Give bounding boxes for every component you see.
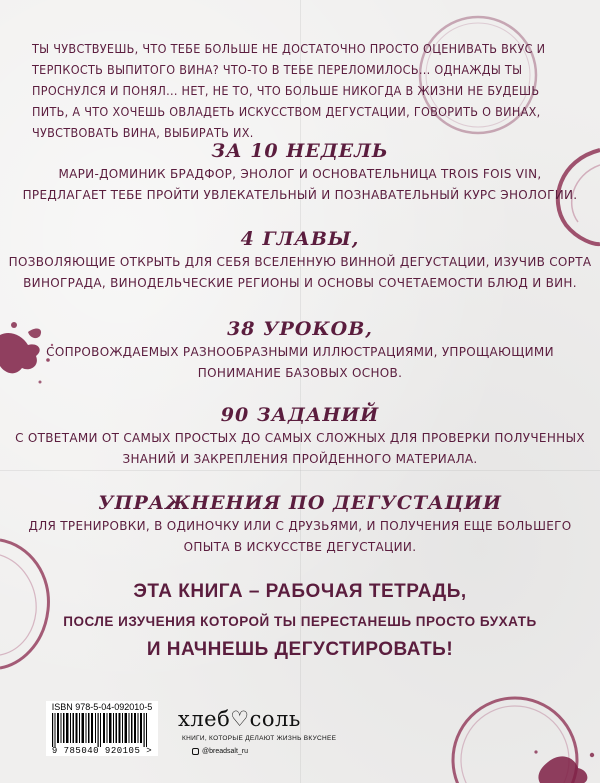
section-heading: 90 ЗАДАНИЙ [220, 404, 380, 426]
section-exercises [0, 492, 600, 558]
section-text: ПОЗВОЛЯЮЩИЕ ОТКРЫТЬ ДЛЯ СЕБЯ ВСЕЛЕННУЮ ВИННОЙ ДЕГУСТАЦИИ, ИЗУЧИВ СОРТА [8, 255, 592, 269]
section-text: ЗНАНИЙ И ЗАКРЕПЛЕНИЯ ПРОЙДЕННОГО МАТЕРИАЛА. [122, 452, 478, 466]
isbn-label: ISBN 978-5-04-092010-5 [51, 702, 153, 712]
closing-line-3: И НАЧНЕШЬ ДЕГУСТИРОВАТЬ! [146, 639, 454, 660]
publisher-instagram: @breadsalt_ru [202, 748, 249, 755]
wine-splash-stain [538, 756, 587, 783]
section-heading: УПРАЖНЕНИЯ ПО ДЕГУСТАЦИИ [98, 492, 502, 514]
wine-drop-stain [590, 753, 594, 757]
section-text: С ОТВЕТАМИ ОТ САМЫХ ПРОСТЫХ ДО САМЫХ СЛОЖНЫХ ДЛЯ ПРОВЕРКИ ПОЛУЧЕННЫХ [15, 431, 585, 445]
section-tasks [0, 404, 600, 470]
wine-drop-stain [534, 750, 537, 753]
publisher-logo: хлеб♡соль [178, 707, 301, 731]
barcode-icon [50, 713, 154, 747]
section-heading: ЗА 10 НЕДЕЛЬ [211, 140, 389, 162]
section-heading: 38 УРОКОВ, [227, 318, 373, 340]
closing-line-2: ПОСЛЕ ИЗУЧЕНИЯ КОТОРОЙ ТЫ ПЕРЕСТАНЕШЬ ПРОСТО БУХАТЬ [63, 614, 537, 629]
section-text: ПОНИМАНИЕ БАЗОВЫХ ОСНОВ. [197, 366, 403, 380]
section-text: СОПРОВОЖДАЕМЫХ РАЗНООБРАЗНЫМИ ИЛЛЮСТРАЦИЯМИ, УПРОЩАЮЩИМИ [46, 345, 554, 359]
section-text: ВИНОГРАДА, ВИНОДЕЛЬЧЕСКИЕ РЕГИОНЫ И ОСНОВЫ СОЧЕТАЕМОСТИ БЛЮД И ВИН. [23, 276, 577, 290]
section-text: ПРЕДЛАГАЕТ ТЕБЕ ПРОЙТИ УВЛЕКАТЕЛЬНЫЙ И ПОЗНАВАТЕЛЬНЫЙ КУРС ЭНОЛОГИИ. [22, 188, 578, 202]
closing-line-1: ЭТА КНИГА – РАБОЧАЯ ТЕТРАДЬ, [133, 581, 467, 602]
section-weeks [0, 140, 600, 206]
section-heading: 4 ГЛАВЫ, [240, 228, 360, 250]
instagram-icon [192, 748, 199, 755]
section-text: ДЛЯ ТРЕНИРОВКИ, В ОДИНОЧКУ ИЛИ С ДРУЗЬЯМИ, И ПОЛУЧЕНИЯ ЕЩЕ БОЛЬШЕГО [28, 519, 572, 533]
intro-paragraph: ТЫ ЧУВСТВУЕШЬ, ЧТО ТЕБЕ БОЛЬШЕ НЕ ДОСТАТОЧНО ПРОСТО ОЦЕНИВАТЬ ВКУС И ТЕРПКОСТЬ ВЫПИТОГО ВИНА? ЧТО-ТО В ТЕБЕ ПЕРЕЛОМИЛОСЬ... ОДНАЖДЫ ТЫ ПРОСНУЛСЯ И ПОНЯЛ... НЕТ, НЕ ТО, ЧТО БОЛЬШЕ НИКОГДА В ЖИЗНИ НЕ БУДЕШЬ ПИТЬ, А ЧТО ХОЧЕШЬ ОВЛАДЕТЬ ИСКУССТВОМ ДЕГУСТАЦИИ, ГОВОРИТЬ О ВИНАХ, ЧУВСТВОВАТЬ ВИНА, ВЫБИРАТЬ ИХ. [32, 41, 546, 140]
section-chapters [0, 228, 600, 294]
section-lessons [0, 318, 600, 384]
section-text: МАРИ-ДОМИНИК БРАДФОР, ЭНОЛОГ И ОСНОВАТЕЛЬНИЦА TROIS FOIS VIN, [58, 167, 542, 181]
barcode-digits: 9 785040 920105 > [51, 746, 153, 756]
section-text: ОПЫТА В ИСКУССТВЕ ДЕГУСТАЦИИ. [183, 540, 417, 554]
publisher-tagline: КНИГИ, КОТОРЫЕ ДЕЛАЮТ ЖИЗНЬ ВКУСНЕЕ [182, 735, 337, 742]
